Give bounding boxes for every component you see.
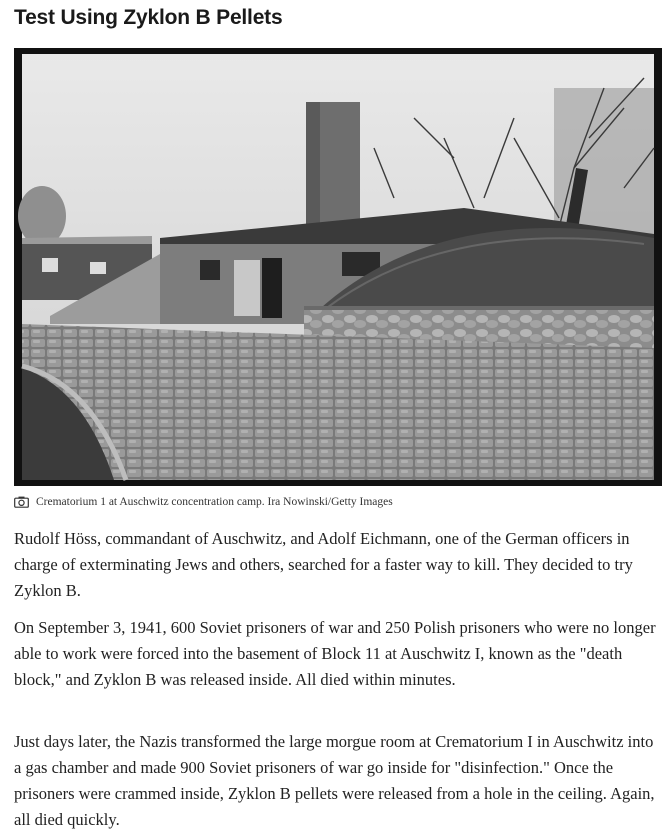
section-title: Test Using Zyklon B Pellets <box>14 6 283 29</box>
caption-text: Crematorium 1 at Auschwitz concentration camp. Ira Nowinski/Getty Images <box>36 496 393 508</box>
crematorium-photo[interactable] <box>14 48 662 486</box>
article-figure <box>14 48 662 486</box>
paragraph: Rudolf Höss, commandant of Auschwitz, and Adolf Eichmann, one of the German officers in charge of exterminating Jews and others, searched for a faster way to kill. They decided to try Zyklon B. <box>14 529 633 600</box>
image-caption <box>14 493 662 511</box>
paragraph: On September 3, 1941, 600 Soviet prisoners of war and 250 Polish prisoners who were no longer able to work were forced into the basement of Block 11 at Auschwitz I, known as the "death block," and Zyklon B was released inside. All died within minutes. <box>14 618 656 689</box>
camera-icon <box>14 496 29 508</box>
paragraph: Just days later, the Nazis transformed the large morgue room at Crematorium I in Auschwitz into a gas chamber and made 900 Soviet prisoners of war go inside for "disinfection." Once the prisoners were crammed inside, Zyklon B pellets were released from a hole in the ceiling. Again, all died quickly. <box>14 732 655 829</box>
